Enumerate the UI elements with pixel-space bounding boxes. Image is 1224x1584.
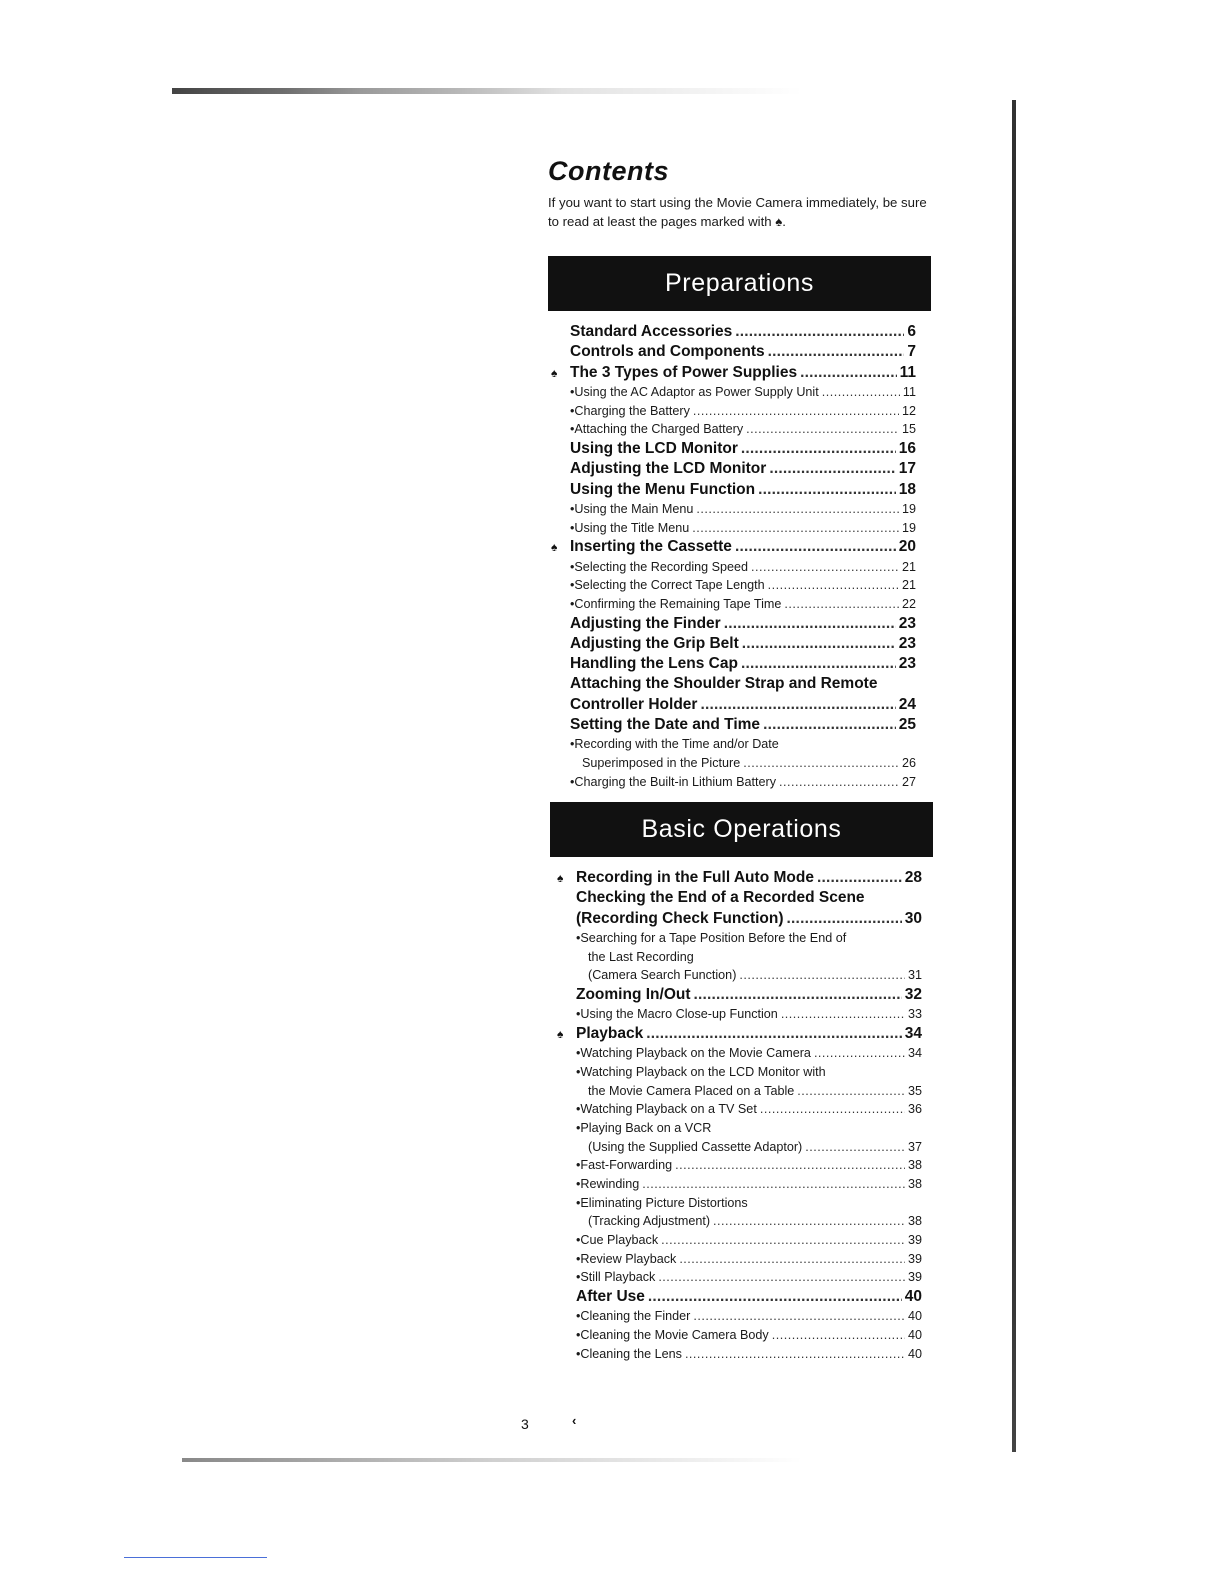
toc-page-number: 22 (901, 596, 916, 611)
dot-leader (675, 1156, 905, 1175)
toc-subentry (576, 1175, 922, 1194)
toc-subentry (570, 595, 916, 614)
toc-page-number: 18 (898, 480, 916, 498)
toc-page-number: 25 (898, 716, 916, 734)
toc-entry (570, 342, 916, 362)
scan-artifact-blue-line (124, 1557, 267, 1558)
toc-page-number: 40 (907, 1328, 922, 1343)
section-heading: Preparations (665, 269, 814, 297)
toc-entry-title: Playback (576, 1024, 644, 1042)
toc-entry (570, 634, 916, 654)
toc-entry-title: The 3 Types of Power Supplies (570, 363, 798, 381)
toc-subentry (576, 1100, 922, 1119)
dot-leader (817, 868, 902, 888)
toc-entry-title: •Selecting the Correct Tape Length (570, 578, 765, 593)
dot-leader (784, 595, 899, 614)
toc-entry-title: •Fast-Forwarding (576, 1158, 673, 1173)
toc-entry-title: After Use (576, 1288, 645, 1306)
toc-list-basic-operations (557, 868, 922, 1364)
toc-page-number: 36 (907, 1102, 922, 1117)
dot-leader (661, 1231, 905, 1250)
toc-subentry (570, 420, 916, 439)
dot-leader (760, 1100, 905, 1119)
toc-entry-title: •Using the Title Menu (570, 520, 690, 535)
dot-leader (739, 966, 905, 985)
toc-subentry (576, 1231, 922, 1250)
toc-page-number: 34 (904, 1024, 922, 1042)
toc-entry-title: •Cleaning the Lens (576, 1346, 682, 1361)
toc-page-number: 21 (901, 578, 916, 593)
dot-leader (746, 420, 899, 439)
dot-leader (694, 985, 902, 1005)
toc-page-number: 40 (907, 1346, 922, 1361)
section-banner-preparations (548, 256, 931, 311)
dot-leader (692, 519, 899, 538)
section-heading: Basic Operations (641, 815, 842, 843)
toc-subentry (570, 519, 916, 538)
toc-entry-title: Controller Holder (570, 695, 698, 713)
spade-icon: ♠ (551, 365, 558, 380)
scan-artifact-bottom (182, 1458, 802, 1462)
toc-entry (551, 537, 916, 557)
toc-entry-title: (Using the Supplied Cassette Adaptor) (588, 1139, 803, 1154)
dot-leader (700, 695, 895, 715)
toc-subentry (576, 1345, 922, 1364)
toc-subentry (576, 1044, 922, 1063)
toc-page-number: 7 (907, 343, 916, 361)
dot-leader (693, 402, 899, 421)
toc-entry-title: •Cleaning the Movie Camera Body (576, 1328, 769, 1343)
toc-subentry (570, 773, 916, 792)
toc-entry-title: Using the LCD Monitor (570, 439, 738, 457)
toc-page-number: 20 (898, 538, 916, 556)
dot-leader (768, 342, 905, 362)
toc-page-number: 39 (907, 1270, 922, 1285)
toc-entry-title: •Recording with the Time and/or Date (570, 737, 779, 752)
dot-leader (797, 1082, 905, 1101)
toc-entry-title: Zooming In/Out (576, 985, 691, 1003)
toc-entry-title: •Review Playback (576, 1251, 677, 1266)
dot-leader (800, 363, 897, 383)
toc-entry (551, 363, 916, 383)
toc-subentry (576, 1212, 922, 1231)
toc-subentry (576, 1156, 922, 1175)
toc-entry-title: •Cleaning the Finder (576, 1309, 691, 1324)
toc-page-number: 17 (898, 460, 916, 478)
toc-entry-title: •Charging the Battery (570, 403, 690, 418)
dot-leader (735, 322, 904, 342)
toc-entry (557, 1024, 922, 1044)
toc-page-number: 21 (901, 559, 916, 574)
toc-entry (570, 715, 916, 735)
toc-entry (570, 439, 916, 459)
dot-leader (646, 1024, 902, 1044)
toc-entry-title: •Attaching the Charged Battery (570, 422, 744, 437)
toc-entry-title: •Playing Back on a VCR (576, 1120, 712, 1135)
dot-leader (751, 558, 899, 577)
toc-page-number: 26 (901, 756, 916, 771)
dot-leader (741, 439, 896, 459)
toc-entry-title: •Searching for a Tape Position Before the End of (576, 930, 847, 945)
toc-entry-title: Inserting the Cassette (570, 538, 732, 556)
dot-leader (648, 1287, 902, 1307)
toc-page-number: 11 (899, 363, 916, 381)
toc-entry (570, 459, 916, 479)
toc-entry-title: Adjusting the Finder (570, 614, 721, 632)
toc-subentry (576, 1194, 922, 1213)
toc-page-number: 39 (907, 1251, 922, 1266)
toc-entry (576, 888, 922, 908)
toc-page-number: 11 (902, 384, 916, 399)
toc-page-number: 12 (901, 403, 916, 418)
dot-leader (772, 1326, 905, 1345)
toc-subentry (570, 383, 916, 402)
toc-entry-title: •Rewinding (576, 1177, 640, 1192)
toc-entry-title: •Selecting the Recording Speed (570, 559, 749, 574)
toc-page-number: 33 (907, 1007, 922, 1022)
spade-icon: ♠ (557, 871, 564, 885)
toc-page-number: 28 (904, 869, 922, 886)
toc-entry (570, 695, 916, 715)
toc-page-number: 23 (898, 634, 916, 652)
toc-subentry (570, 754, 916, 773)
toc-entry-title: (Camera Search Function) (588, 968, 737, 983)
toc-subentry (576, 1063, 922, 1082)
dot-leader (693, 1307, 905, 1326)
toc-subentry (576, 948, 922, 967)
toc-page-number: 31 (907, 968, 922, 983)
toc-entry-title: •Using the Macro Close-up Function (576, 1007, 778, 1022)
toc-entry-title: •Using the AC Adaptor as Power Supply Unit (570, 384, 819, 399)
toc-page-number: 39 (907, 1233, 922, 1248)
page-number: 3 (521, 1416, 529, 1432)
dot-leader (768, 576, 899, 595)
toc-subentry (570, 558, 916, 577)
toc-page-number: 38 (907, 1214, 922, 1229)
dot-leader (724, 614, 896, 634)
toc-entry (570, 614, 916, 634)
toc-entry-title: •Confirming the Remaining Tape Time (570, 596, 782, 611)
toc-page-number: 16 (898, 439, 916, 457)
toc-entry-title: •Still Playback (576, 1270, 656, 1285)
toc-entry (576, 985, 922, 1005)
toc-entry (570, 480, 916, 500)
toc-subentry (570, 735, 916, 754)
dot-leader (758, 480, 896, 500)
toc-subentry (570, 402, 916, 421)
toc-entry (557, 868, 922, 888)
toc-page-number: 19 (901, 501, 916, 516)
dot-leader (741, 654, 896, 674)
toc-subentry (570, 500, 916, 519)
dot-leader (642, 1175, 905, 1194)
dot-leader (713, 1212, 905, 1231)
spade-icon: ♠ (557, 1026, 564, 1041)
dot-leader (822, 383, 900, 402)
toc-entry-title: Superimposed in the Picture (582, 756, 741, 771)
dot-leader (685, 1345, 905, 1364)
toc-page-number: 34 (907, 1046, 922, 1061)
toc-entry (570, 322, 916, 342)
dot-leader (743, 754, 899, 773)
dot-leader (769, 459, 895, 479)
toc-entry-title: the Movie Camera Placed on a Table (588, 1083, 795, 1098)
toc-subentry (576, 1005, 922, 1024)
toc-entry-title: •Watching Playback on the Movie Camera (576, 1046, 811, 1061)
toc-entry (570, 654, 916, 674)
toc-entry-title: •Watching Playback on the LCD Monitor with (576, 1064, 826, 1079)
scan-mark: ‹ (572, 1413, 577, 1428)
scan-artifact-right-edge (1012, 100, 1016, 1452)
toc-subentry (576, 1268, 922, 1287)
toc-entry-title: Setting the Date and Time (570, 716, 761, 734)
toc-entry-title: Checking the End of a Recorded Scene (576, 889, 865, 907)
toc-entry-title: Attaching the Shoulder Strap and Remote (570, 675, 878, 693)
toc-page-number: 38 (907, 1177, 922, 1192)
toc-page-number: 23 (898, 655, 916, 673)
toc-entry-title: Using the Menu Function (570, 480, 756, 498)
toc-entry (576, 909, 922, 929)
toc-subentry (576, 1250, 922, 1269)
toc-page-number: 15 (901, 422, 916, 437)
toc-subentry (576, 1119, 922, 1138)
section-banner-basic-operations (550, 802, 933, 857)
toc-page-number: 30 (904, 909, 922, 927)
toc-entry-title: •Cue Playback (576, 1233, 659, 1248)
toc-subentry (576, 929, 922, 948)
toc-subentry (576, 1138, 922, 1157)
toc-entry-title: •Charging the Built-in Lithium Battery (570, 774, 777, 789)
toc-page-number: 6 (907, 323, 916, 340)
toc-entry-title: •Watching Playback on a TV Set (576, 1102, 757, 1117)
toc-entry (570, 674, 916, 694)
toc-entry (576, 1287, 922, 1307)
toc-entry-title: •Using the Main Menu (570, 501, 694, 516)
toc-page-number: 27 (901, 774, 916, 789)
toc-page-number: 35 (907, 1083, 922, 1098)
toc-page-number: 40 (907, 1309, 922, 1324)
toc-page-number: 32 (904, 985, 922, 1003)
toc-entry-title: Controls and Components (570, 343, 765, 361)
dot-leader (763, 715, 896, 735)
toc-entry-title: (Recording Check Function) (576, 909, 784, 927)
spade-icon: ♠ (551, 540, 558, 555)
dot-leader (779, 773, 899, 792)
dot-leader (696, 500, 899, 519)
toc-entry-title: Handling the Lens Cap (570, 655, 738, 673)
toc-entry-title: (Tracking Adjustment) (588, 1214, 711, 1229)
toc-page-number: 24 (898, 695, 916, 713)
toc-list-preparations (551, 322, 916, 791)
toc-entry-title: Adjusting the Grip Belt (570, 634, 739, 652)
toc-subentry (576, 1082, 922, 1101)
toc-entry-title: •Eliminating Picture Distortions (576, 1195, 748, 1210)
dot-leader (814, 1044, 905, 1063)
page-title: Contents (548, 156, 669, 186)
toc-entry-title: Recording in the Full Auto Mode (576, 869, 814, 886)
toc-entry-title: Adjusting the LCD Monitor (570, 460, 767, 478)
toc-subentry (576, 1307, 922, 1326)
toc-subentry (576, 966, 922, 985)
toc-page-number: 19 (901, 520, 916, 535)
toc-subentry (576, 1326, 922, 1345)
toc-page-number: 23 (898, 614, 916, 632)
dot-leader (679, 1250, 905, 1269)
intro-text: If you want to start using the Movie Camera immediately, be sure to read at least the pages marked with ♠. (548, 195, 927, 229)
toc-entry-title: Standard Accessories (570, 323, 733, 340)
dot-leader (735, 537, 896, 557)
dot-leader (805, 1138, 905, 1157)
toc-page-number: 40 (904, 1288, 922, 1306)
toc-page-number: 38 (907, 1158, 922, 1173)
dot-leader (742, 634, 896, 654)
dot-leader (781, 1005, 905, 1024)
dot-leader (658, 1268, 905, 1287)
toc-subentry (570, 576, 916, 595)
toc-page-number: 37 (907, 1139, 922, 1154)
toc-entry-title: the Last Recording (588, 949, 694, 964)
scan-artifact-top (172, 88, 802, 94)
dot-leader (787, 909, 902, 929)
